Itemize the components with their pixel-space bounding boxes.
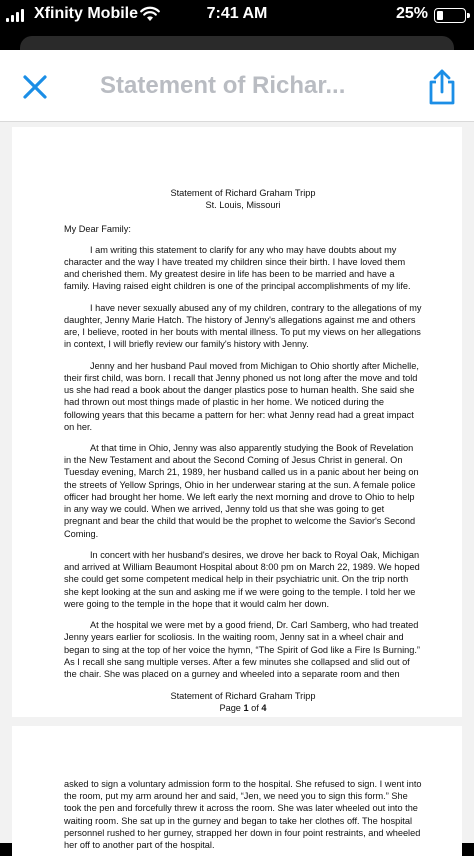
paragraph: In concert with her husband's desires, we drove her back to Royal Oak, Michigan and arrived at William Beaumont Hospital about 8:00 pm on March 22, 1989. We hoped she could get some competent medical help in their psychiatric unit. On the trip north she kept looking at the sun and asking me if we were going to the temple. I told her we were going to the temple in the hope that it would calm her down. [64,549,420,609]
document-page-2 [12,726,462,856]
battery-percentage: 25% [395,5,428,22]
document-page-1 [12,127,462,717]
paragraph: At the hospital we were met by a good friend, Dr. Carl Samberg, who had treated Jenny years earlier for scoliosis. In the waiting room, Jenny sat in a wheel chair and began to sing at the top of her voice the hymn, “The Spirit of God like a Fire Is Burning.” As I recall she sang multiple verses. After a few minutes she collapsed and slid out of the chair. She was placed on a gurney and wheeled into a separate room and then [64,620,420,679]
navigation-bar [0,50,474,122]
clock: 7:41 AM [206,5,268,22]
page-footer [64,690,422,714]
document-viewer-sheet [0,50,474,851]
document-title: Statement of Richar... [100,72,346,99]
paragraph: I am writing this statement to clarify for any who may have doubts about my character and the way I have treated my children since their birth. I have loved them and cherished them. My greatest desire in life has been to be married and have a family. Having raised eight children is one of the principal accomplishments of my life. [64,244,411,292]
paragraph: At that time in Ohio, Jenny was also apparently studying the Book of Revelation in the New Testament and about the Second Coming of Jesus Christ in general. On Tuesday evening, March 21, 1989, her husband called us in a panic about her being on the streets of Yellow Springs, Ohio in her underwear staring at the sun. A female police officer had brought her home. We left early the next morning and drove to Ohio to help in any way we could. When we arrived, Jenny told us that she was going to get pregnant and bear the child that would be the prophet to welcome the Savior's Second Coming. [64,442,419,539]
page-number: Page 1 of 4 [219,703,267,714]
heading-location: St. Louis, Missouri [205,200,281,211]
carrier-name: Xfinity Mobile [34,5,138,22]
paragraph: Jenny and her husband Paul moved from Michigan to Ohio shortly after Michelle, their first child, was born. I recall that Jenny phoned us not long after the move and told us she had read a book about the danger plastics pose to human health. She said she had thrown out most things made of plastic in her home. We noticed during the following years that this became a pattern for her: what Jenny read had a great impact on her. [64,360,419,432]
close-icon[interactable] [20,72,50,102]
paragraph: asked to sign a voluntary admission form to the hospital. She refused to sign. I went into the room, put my arm around her and said, “Jen, we need you to sign this form.” She took the pen and forcefully threw it across the room. She was later wheeled out into the waiting room. She sat up in the gurney and began to take her clothes off. The hospital personnel rushed to her gurney, strapped her down in four point restraints, and wheeled her off to another part of the hospital. [64,779,422,851]
share-icon[interactable] [424,68,460,106]
document-scroll-area[interactable] [0,122,474,851]
footer-title: Statement of Richard Graham Tripp [170,691,316,702]
heading-title: Statement of Richard Graham Tripp [170,188,316,198]
status-bar [0,0,474,30]
battery-level [437,11,443,20]
document-heading [64,187,422,211]
salutation: My Dear Family: [64,224,131,235]
paragraph: I have never sexually abused any of my children, contrary to the allegations of my daughter, Jenny Marie Hatch. The history of Jenny's allegations against me and others are, I believe, rooted in her bouts with mental illness. To put my views on her allegations in context, I will briefly review our family's history with Jenny. [64,302,422,350]
battery-icon [434,8,466,23]
